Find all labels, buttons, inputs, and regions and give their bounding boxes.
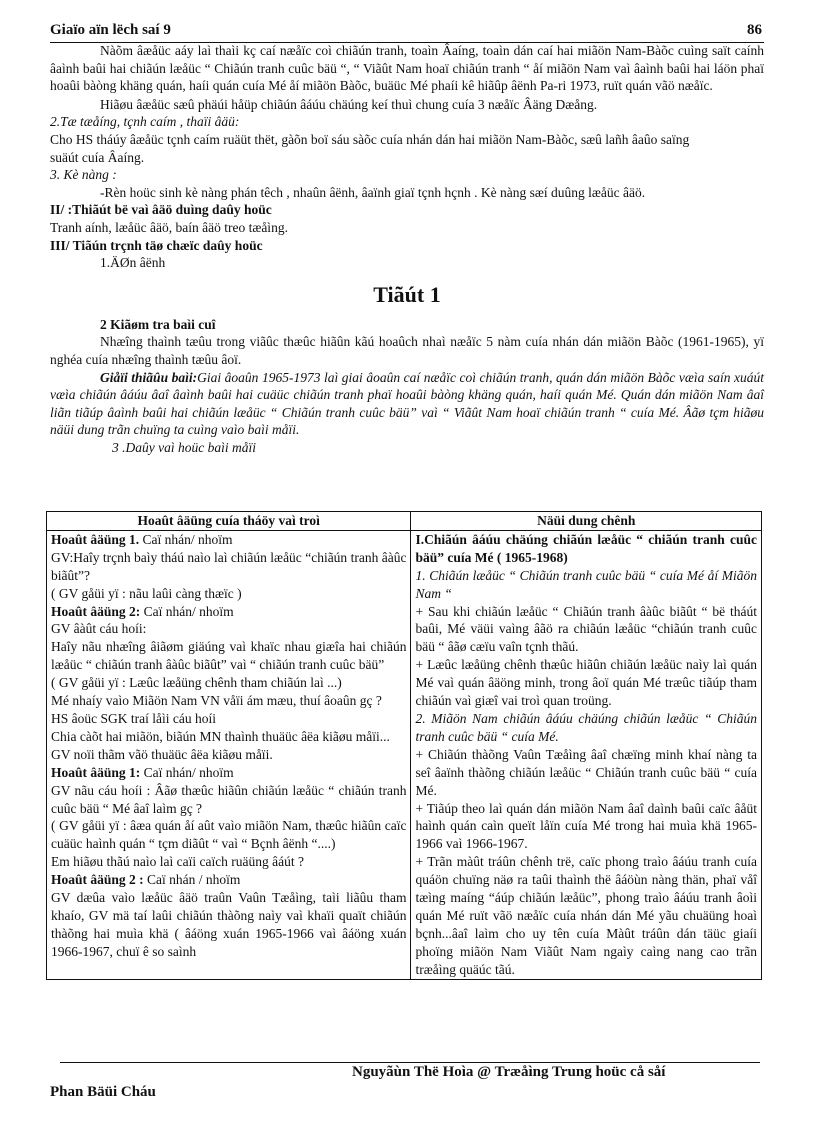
activity-mode: Caï nhán / nhoïm <box>143 872 241 888</box>
activity-line <box>51 764 406 782</box>
section-3-text: -Rèn hoüc sinh kè nàng phán têch , nhaûn âënh, âaïnh giaï tçnh hçnh . Kè nàng sæí duûng læåüc âäö. <box>100 184 646 200</box>
intro-paragraph-1: Nàõm âæåüc aáy laì thaìi kç caí næåïc coì chiãún tranh, toaìn Âaíng, toaìn dán caí hai miãön Nam-Bàõc cuìng saït caính âaình baûi hai chiãún læåüc “ Chiãún tranh cuûc bäü “, “ Viãût Nam hoaï chiãún tranh “ åí miãön Nam vaì âaình baûi hai láön phaï hoaûi bàòng khäng quán, haíi quán cuía Mé åí miãön Bàõc, buäüc Mé phaíi kê hiãûp âënh Pa-ri 1973, ruït quán vãö næåïc. <box>50 43 764 94</box>
section-iii-item-1: 1.ÄØn âënh <box>100 255 166 271</box>
section-3-heading: 3. Kè nàng : <box>50 167 117 183</box>
table-row <box>47 530 762 979</box>
footer-rule <box>60 1062 760 1063</box>
content-point: + Læûc læåüng chênh thæûc hiãûn chiãún læåüc naìy laì quán Mé vaì quán âäöng minh, trong âoï quán Mé træûc tiãúp tham chiãún vaì giæî vai troì quan troüng. <box>415 657 757 709</box>
header-title: Giaïo aïn lëch saí 9 <box>50 22 171 38</box>
activity-line: HS âoüc SGK traí låìi cáu hoíi <box>51 710 216 726</box>
table-header-content: Näüi dung chênh <box>411 512 762 531</box>
main-content <box>50 42 764 456</box>
new-lesson-heading: 3 .Daûy vaì hoüc baìi måïi <box>112 439 256 455</box>
lesson-intro-text: Giai âoaûn 1965-1973 laì giai âoaûn caí næåïc coì chiãún tranh, quán dán miãön Bàõc væìa saín xuáút væìa chiãún âáúu âaî âaình baûi hai cuäüc chiãún tranh phaï hoaûi bàòng khäng quán, haíi quán Mé. Quán dán miãön Nam âaî liãn tiãúp âaình baûi hai chiãún læåüc “ Chiãún tranh cuûc bäü” vaì “ Viãût Nam hoaï chiãún tranh “ cuía Mé. Âãø tçm hiãøu näüi dung trãn chuïng ta cuìng vaìo baìi måïi. <box>50 369 764 438</box>
activity-line: Em hiãøu thãú naìo laì caïi caïch ruäüng âáút ? <box>51 854 305 870</box>
section-iii <box>50 237 764 255</box>
content-point: + Trãn màût tráûn chênh trë, caïc phong traìo âáúu tranh cuía quáön chuïng näø ra taûi thaình thë âáöùn nàng thän, phaï våî tæìng maíng “áúp chiãún læåüc”, phong traìo âáúu tranh âoìi quán Mé ruït vãö næåïc cuía nhán dán Mé yãu chuäüng hoaì bçnh...âaî laìm cho uy tên cuía Màût tráûn dán täüc giaíi phoïng miãön Nam Viãût Nam ngaìy caìng nang cao trãn træåìng quäúc tãú. <box>415 854 757 977</box>
content-point: + Chiãún thàõng Vaûn Tæåìng âaî chæïng minh khaí nàng ta seî âaïnh thàõng chiãún læåüc “ Chiãún tranh cuûc bäü “ cuía Mé. <box>415 746 757 798</box>
activity-line: ( GV gåüi yï : âæa quán åí aût vaìo miãön Nam, thæûc hiãûn caïc cuäüc haình quán “ tçm diãût “ vaì “ Bçnh âënh “....) <box>51 818 407 852</box>
section-ii-heading: Thiãút bë vaì âäö duìng daûy hoüc <box>72 202 272 218</box>
activity-line: GV dæûa vaìo læåüc âäö traûn Vaûn Tæåìng, taìi liãûu tham khaío, GV mä taí laûi chiãún thàõng naìy vaì khaïi quaït chiãún thàõng hai muìa khä ( âáöng xuán 1965-1966 vaì âáöng xuán 1966-1967, chuï ê so saình <box>51 890 407 959</box>
activity-mode: Caï nhán/ nhoïm <box>140 764 234 780</box>
content-cell <box>411 530 762 979</box>
section-2-text: Cho HS tháúy âæåüc tçnh caím ruäüt thët, gàõn boï sáu sàõc cuía nhán dán hai miãön Nam-Bàõc, sæû lañh âaûo saïng <box>50 131 690 147</box>
activity-mode: Caï nhán/ nhoïm <box>140 603 234 619</box>
content-subheading-1: 1. Chiãún læåüc “ Chiãún tranh cuûc bäü “ cuía Mé åí Miãön Nam “ <box>415 567 757 601</box>
content-point: + Tiãúp theo laì quán dán miãön Nam âaî daình baûi caïc âåüt haình quán caìn queït låïn cuía Mé trong hai muìa khä 1965-1966 vaì 1966-1967. <box>415 800 757 852</box>
content-subheading-2: 2. Miãön Nam chiãún âáúu chäúng chiãún læåüc “ Chiãún tranh cuûc bäü “ cuía Mé. <box>415 710 757 744</box>
content-heading-1: I.Chiãún âáúu chäúng chiãún læåüc “ chiãún tranh cuûc bäü” cuía Mé ( 1965-1968) <box>415 531 757 565</box>
activity-line <box>51 531 406 549</box>
lesson-intro <box>50 369 764 439</box>
table-header-activities: Hoaût âäüng cuía tháöy vaì troì <box>47 512 411 531</box>
lesson-intro-label: Giåïi thiãûu baìi: <box>100 369 198 385</box>
content-point: + Sau khi chiãún læåüc “ Chiãún tranh âàûc biãût “ bë tháút baûi, Mé väüi vaìng âãö ra chiãún læåüc “chiãún tranh cuûc bäü “ âãø cæïu vaîn tçnh thãú. <box>415 603 757 655</box>
activity-label: Hoaût âäüng 2: <box>51 603 141 619</box>
activity-mode: Caï nhán/ nhoïm <box>139 531 233 547</box>
activity-line: ( GV gåüi yï : nãu laûi càng thæïc ) <box>51 585 242 601</box>
review-text: Nhæîng thaình tæûu trong viãûc thæûc hiãûn kãú hoaûch nhaì næåïc 5 nàm cuía nhán dán miãön Bàõc (1961-1965), yï nghéa cuía nhæîng thaình tæûu âoï. <box>50 334 764 367</box>
activity-label: Hoaût âäüng 2 : <box>51 872 144 888</box>
table-header-row <box>47 512 762 531</box>
review-heading: 2 Kiãøm tra baìi cuî <box>100 316 216 332</box>
activity-line: GV:Haîy trçnh baìy tháú naìo laì chiãún læåüc “chiãún tranh âàûc biãût”? <box>51 549 407 583</box>
activity-line: GV noïi thãm vãö thuäüc âëa kiãøu måïi. <box>51 746 273 762</box>
activity-line: Mé nhaíy vaìo Miãön Nam VN våïi ám mæu, thuí âoaûn gç ? <box>51 693 382 709</box>
activity-label: Hoaût âäüng 1. <box>51 531 140 547</box>
activity-line <box>51 871 406 889</box>
intro-paragraph-2: Hiãøu âæåüc sæû phäúi håüp chiãún âáúu chäúng keí thuì chung cuía 3 næåïc Âäng Dæång. <box>100 96 598 112</box>
activity-line: GV nãu cáu hoíi : Âãø thæûc hiãûn chiãún læåüc “ chiãún tranh cuûc bäü “ Mé âaî laìm gç ? <box>51 782 407 816</box>
section-2-text-2: suäút cuía Âaíng. <box>50 149 145 165</box>
activities-cell <box>47 530 411 979</box>
lesson-title: Tiãút 1 <box>373 281 441 307</box>
footer-school: Phan Bäüi Cháu <box>50 1084 156 1100</box>
activity-line: GV âàût cáu hoíi: <box>51 621 147 637</box>
footer-author: Nguyãùn Thë Hoìa @ Træåìng Trung hoüc cå såí <box>352 1064 666 1080</box>
activity-label: Hoaût âäüng 1: <box>51 764 141 780</box>
section-iii-label: III/ <box>50 237 73 253</box>
section-2-heading: 2.Tæ tæåíng, tçnh caím , thaïi âäü: <box>50 114 240 130</box>
activity-line: ( GV gåüi yï : Læûc læåüng chênh tham chiãún laì ...) <box>51 675 342 691</box>
section-ii-label: II/ : <box>50 202 73 218</box>
section-iii-heading: Tiãún trçnh täø chæïc daûy hoüc <box>72 237 263 253</box>
lesson-table <box>46 511 762 980</box>
activity-line: Haîy nãu nhæîng âiãøm giäúng vaì khaïc nhau giæîa hai chiãún læåüc “ chiãún tranh âàûc biãût” vaì “ chiãún tranh cuûc bäü” <box>51 639 407 673</box>
activity-line <box>51 603 406 621</box>
activity-line: Chia càõt hai miãön, biãún MN thaình thuäüc âëa kiãøu måïi... <box>51 728 390 744</box>
section-ii <box>50 201 764 219</box>
page-number: 86 <box>747 22 762 38</box>
section-ii-text: Tranh aính, læåüc âäö, baín âäö treo tæåìng. <box>50 219 288 235</box>
